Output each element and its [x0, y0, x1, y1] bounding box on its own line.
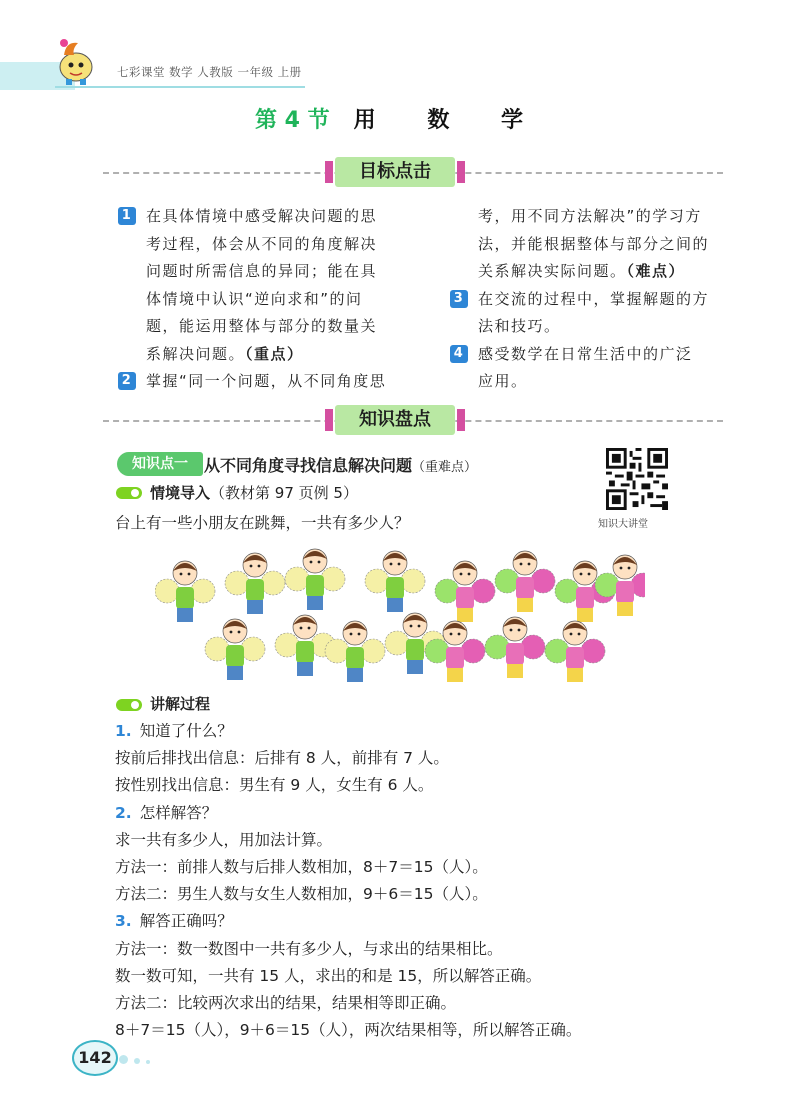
knowledge-title-text: 从不同角度寻找信息解决问题: [204, 456, 413, 475]
explain-line: 方法二：比较两次求出的结果，结果相等即正确。: [115, 994, 457, 1012]
eye-icon: [460, 573, 463, 576]
girl-dress: [506, 643, 524, 665]
boy-pants: [297, 662, 313, 676]
pompom-icon: [485, 635, 509, 659]
objective-line: 应用。: [478, 372, 528, 390]
pompom-icon: [581, 639, 605, 663]
pill-marker-icon: [116, 699, 142, 711]
pompom-icon: [241, 637, 265, 661]
objective-line: 法，并能根据整体与部分之间的: [478, 234, 710, 253]
eye-icon: [458, 633, 461, 636]
pompom-icon: [361, 639, 385, 663]
explain-heading: 讲解过程: [150, 695, 211, 713]
boy-shirt: [306, 575, 324, 597]
girl-dress: [516, 577, 534, 599]
pompom-icon: [531, 569, 555, 593]
eye-icon: [390, 563, 393, 566]
objective-number-badge: 3: [450, 290, 468, 308]
eye-icon: [398, 563, 401, 566]
pompom-icon: [225, 571, 249, 595]
objective-line: 在交流的过程中，掌握解题的方: [478, 289, 710, 308]
pill-marker-icon: [116, 487, 142, 499]
girl-skirt: [447, 668, 463, 682]
boy-pants: [307, 596, 323, 610]
girl-skirt: [507, 664, 523, 678]
decor-dot: [146, 1060, 150, 1064]
objective-line: 掌握“同一个问题，从不同角度思: [146, 372, 387, 390]
objective-tag: （重点）: [245, 344, 304, 363]
boy-shirt: [296, 641, 314, 663]
intro-heading: [150, 482, 358, 503]
step-heading: [115, 801, 217, 823]
eye-icon: [418, 625, 421, 628]
step-number: 2.: [115, 803, 132, 822]
eye-icon: [620, 567, 623, 570]
eye-icon: [230, 631, 233, 634]
header-rule: [55, 86, 305, 88]
pompom-icon: [461, 639, 485, 663]
objectives-left: [118, 203, 438, 396]
explain-line: 方法一：数一数图中一共有多少人，与求出的结果相比。: [115, 939, 503, 958]
pompom-icon: [205, 637, 229, 661]
step-number: 1.: [115, 722, 132, 740]
eye-icon: [528, 563, 531, 566]
eye-icon: [250, 565, 253, 568]
boy-shirt: [246, 579, 264, 601]
objective-line: 在具体情境中感受解决问题的思: [146, 207, 378, 225]
objective-line: 题，能运用整体与部分的数量关: [146, 317, 378, 335]
eye-icon: [350, 633, 353, 636]
intro-question: 台上有一些小朋友在跳舞，一共有多少人？: [115, 514, 410, 532]
eye-icon: [358, 633, 361, 636]
eye-icon: [628, 567, 631, 570]
boy-pants: [227, 666, 243, 680]
pompom-icon: [261, 571, 285, 595]
eye-icon: [468, 573, 471, 576]
objective-line: 关系解决实际问题。（难点）: [478, 262, 686, 280]
step-text: 解答正确吗？: [139, 912, 233, 931]
eye-icon: [518, 629, 521, 632]
eye-icon: [588, 573, 591, 576]
girl-skirt: [577, 608, 593, 622]
girl-skirt: [617, 602, 633, 616]
objectives-right: [450, 203, 740, 396]
eye-icon: [450, 633, 453, 636]
qr-caption: 知识大讲堂: [598, 519, 648, 530]
children-dancing-illustration: [155, 543, 645, 688]
section-title: [0, 103, 800, 134]
page-number: 142: [72, 1040, 118, 1076]
knowledge-point-tag: 知识点一: [117, 452, 203, 476]
objective-number-badge: 1: [118, 207, 136, 225]
knowledge-title-note: （重难点）: [412, 460, 478, 475]
boy-pants: [177, 608, 193, 622]
eye-icon: [580, 573, 583, 576]
eye-icon: [188, 573, 191, 576]
eye-icon: [310, 561, 313, 564]
section-name: 用 数 学: [353, 108, 545, 133]
objective-item: [450, 203, 740, 286]
boy-shirt: [346, 647, 364, 669]
objective-item: [118, 203, 438, 368]
eye-icon: [180, 573, 183, 576]
objective-line: 问题时所需信息的异同；能在具: [146, 262, 378, 280]
explain-line: 求一共有多少人，用加法计算。: [115, 830, 333, 849]
girl-dress: [616, 581, 634, 603]
qr-code-icon[interactable]: [606, 448, 668, 510]
step-text: 知道了什么？: [139, 722, 233, 740]
pompom-icon: [545, 639, 569, 663]
objective-line: 法和技巧。: [478, 317, 561, 335]
pompom-icon: [471, 579, 495, 603]
pompom-icon: [401, 569, 425, 593]
explain-line: 按前后排找出信息：后排有 8 人，前排有 7 人。: [115, 749, 449, 768]
pompom-icon: [435, 579, 459, 603]
pompom-icon: [365, 569, 389, 593]
pompom-icon: [555, 579, 579, 603]
objective-item: [450, 286, 740, 341]
step-heading: [115, 909, 233, 931]
eye-icon: [578, 633, 581, 636]
girl-dress: [456, 587, 474, 609]
pompom-icon: [495, 569, 519, 593]
banner-objectives: 目标点击: [335, 157, 455, 187]
knowledge-point-title: [204, 453, 477, 476]
decor-dot: [119, 1055, 128, 1064]
boy-pants: [347, 668, 363, 682]
eye-icon: [308, 627, 311, 630]
eye-icon: [510, 629, 513, 632]
boy-pants: [407, 660, 423, 674]
boy-shirt: [176, 587, 194, 609]
step-number: 3.: [115, 912, 132, 931]
girl-skirt: [517, 598, 533, 612]
objective-item: [450, 341, 740, 396]
pompom-icon: [425, 639, 449, 663]
section-number: 第 4 节: [255, 108, 330, 133]
objective-number-badge: 2: [118, 372, 136, 390]
eye-icon: [258, 565, 261, 568]
eye-icon: [300, 627, 303, 630]
girl-dress: [446, 647, 464, 669]
boy-shirt: [386, 577, 404, 599]
pompom-icon: [325, 639, 349, 663]
explain-line: 按性别找出信息：男生有 9 人，女生有 6 人。: [115, 776, 434, 795]
objective-tag: （难点）: [626, 262, 686, 280]
intro-reference: （教材第 97 页例 5）: [210, 484, 358, 502]
eye-icon: [520, 563, 523, 566]
boy-shirt: [406, 639, 424, 661]
objective-line: 体情境中认识“逆向求和”的问: [146, 289, 363, 308]
girl-skirt: [457, 608, 473, 622]
step-heading: [115, 719, 233, 741]
step-text: 怎样解答？: [139, 803, 218, 822]
girl-dress: [566, 647, 584, 669]
objective-item: [118, 368, 438, 396]
explain-line: 数一数可知，一共有 15 人，求出的和是 15，所以解答正确。: [115, 966, 542, 985]
explain-line: 方法二：男生人数与女生人数相加，9＋6＝15（人）。: [115, 885, 488, 904]
eye-icon: [410, 625, 413, 628]
pompom-icon: [191, 579, 215, 603]
eye-icon: [238, 631, 241, 634]
intro-label: 情境导入: [150, 484, 211, 502]
pompom-icon: [521, 635, 545, 659]
boy-pants: [247, 600, 263, 614]
boy-pants: [387, 598, 403, 612]
objective-line: 考过程，体会从不同的角度解决: [146, 234, 378, 253]
pompom-icon: [321, 567, 345, 591]
objective-line: 考，用不同方法解决”的学习方: [478, 207, 702, 225]
explain-line: 8＋7＝15（人），9＋6＝15（人），两次结果相等，所以解答正确。: [115, 1021, 582, 1040]
decor-dot: [134, 1058, 140, 1064]
pompom-icon: [285, 567, 309, 591]
mascot-icon: [52, 35, 98, 85]
objective-line: 系解决问题。（重点）: [146, 344, 304, 363]
objective-number-badge: 4: [450, 345, 468, 363]
pompom-icon: [275, 633, 299, 657]
banner-knowledge: 知识盘点: [335, 405, 455, 435]
girl-skirt: [567, 668, 583, 682]
eye-icon: [318, 561, 321, 564]
eye-icon: [570, 633, 573, 636]
objective-line: 感受数学在日常生活中的广泛: [478, 344, 693, 363]
girl-dress: [576, 587, 594, 609]
series-header: 七彩课堂 数学 人教版 一年级 上册: [117, 65, 302, 79]
pompom-icon: [385, 631, 409, 655]
pompom-icon: [155, 579, 179, 603]
boy-shirt: [226, 645, 244, 667]
pompom-icon: [595, 573, 619, 597]
explain-line: 方法一：前排人数与后排人数相加，8＋7＝15（人）。: [115, 858, 488, 876]
